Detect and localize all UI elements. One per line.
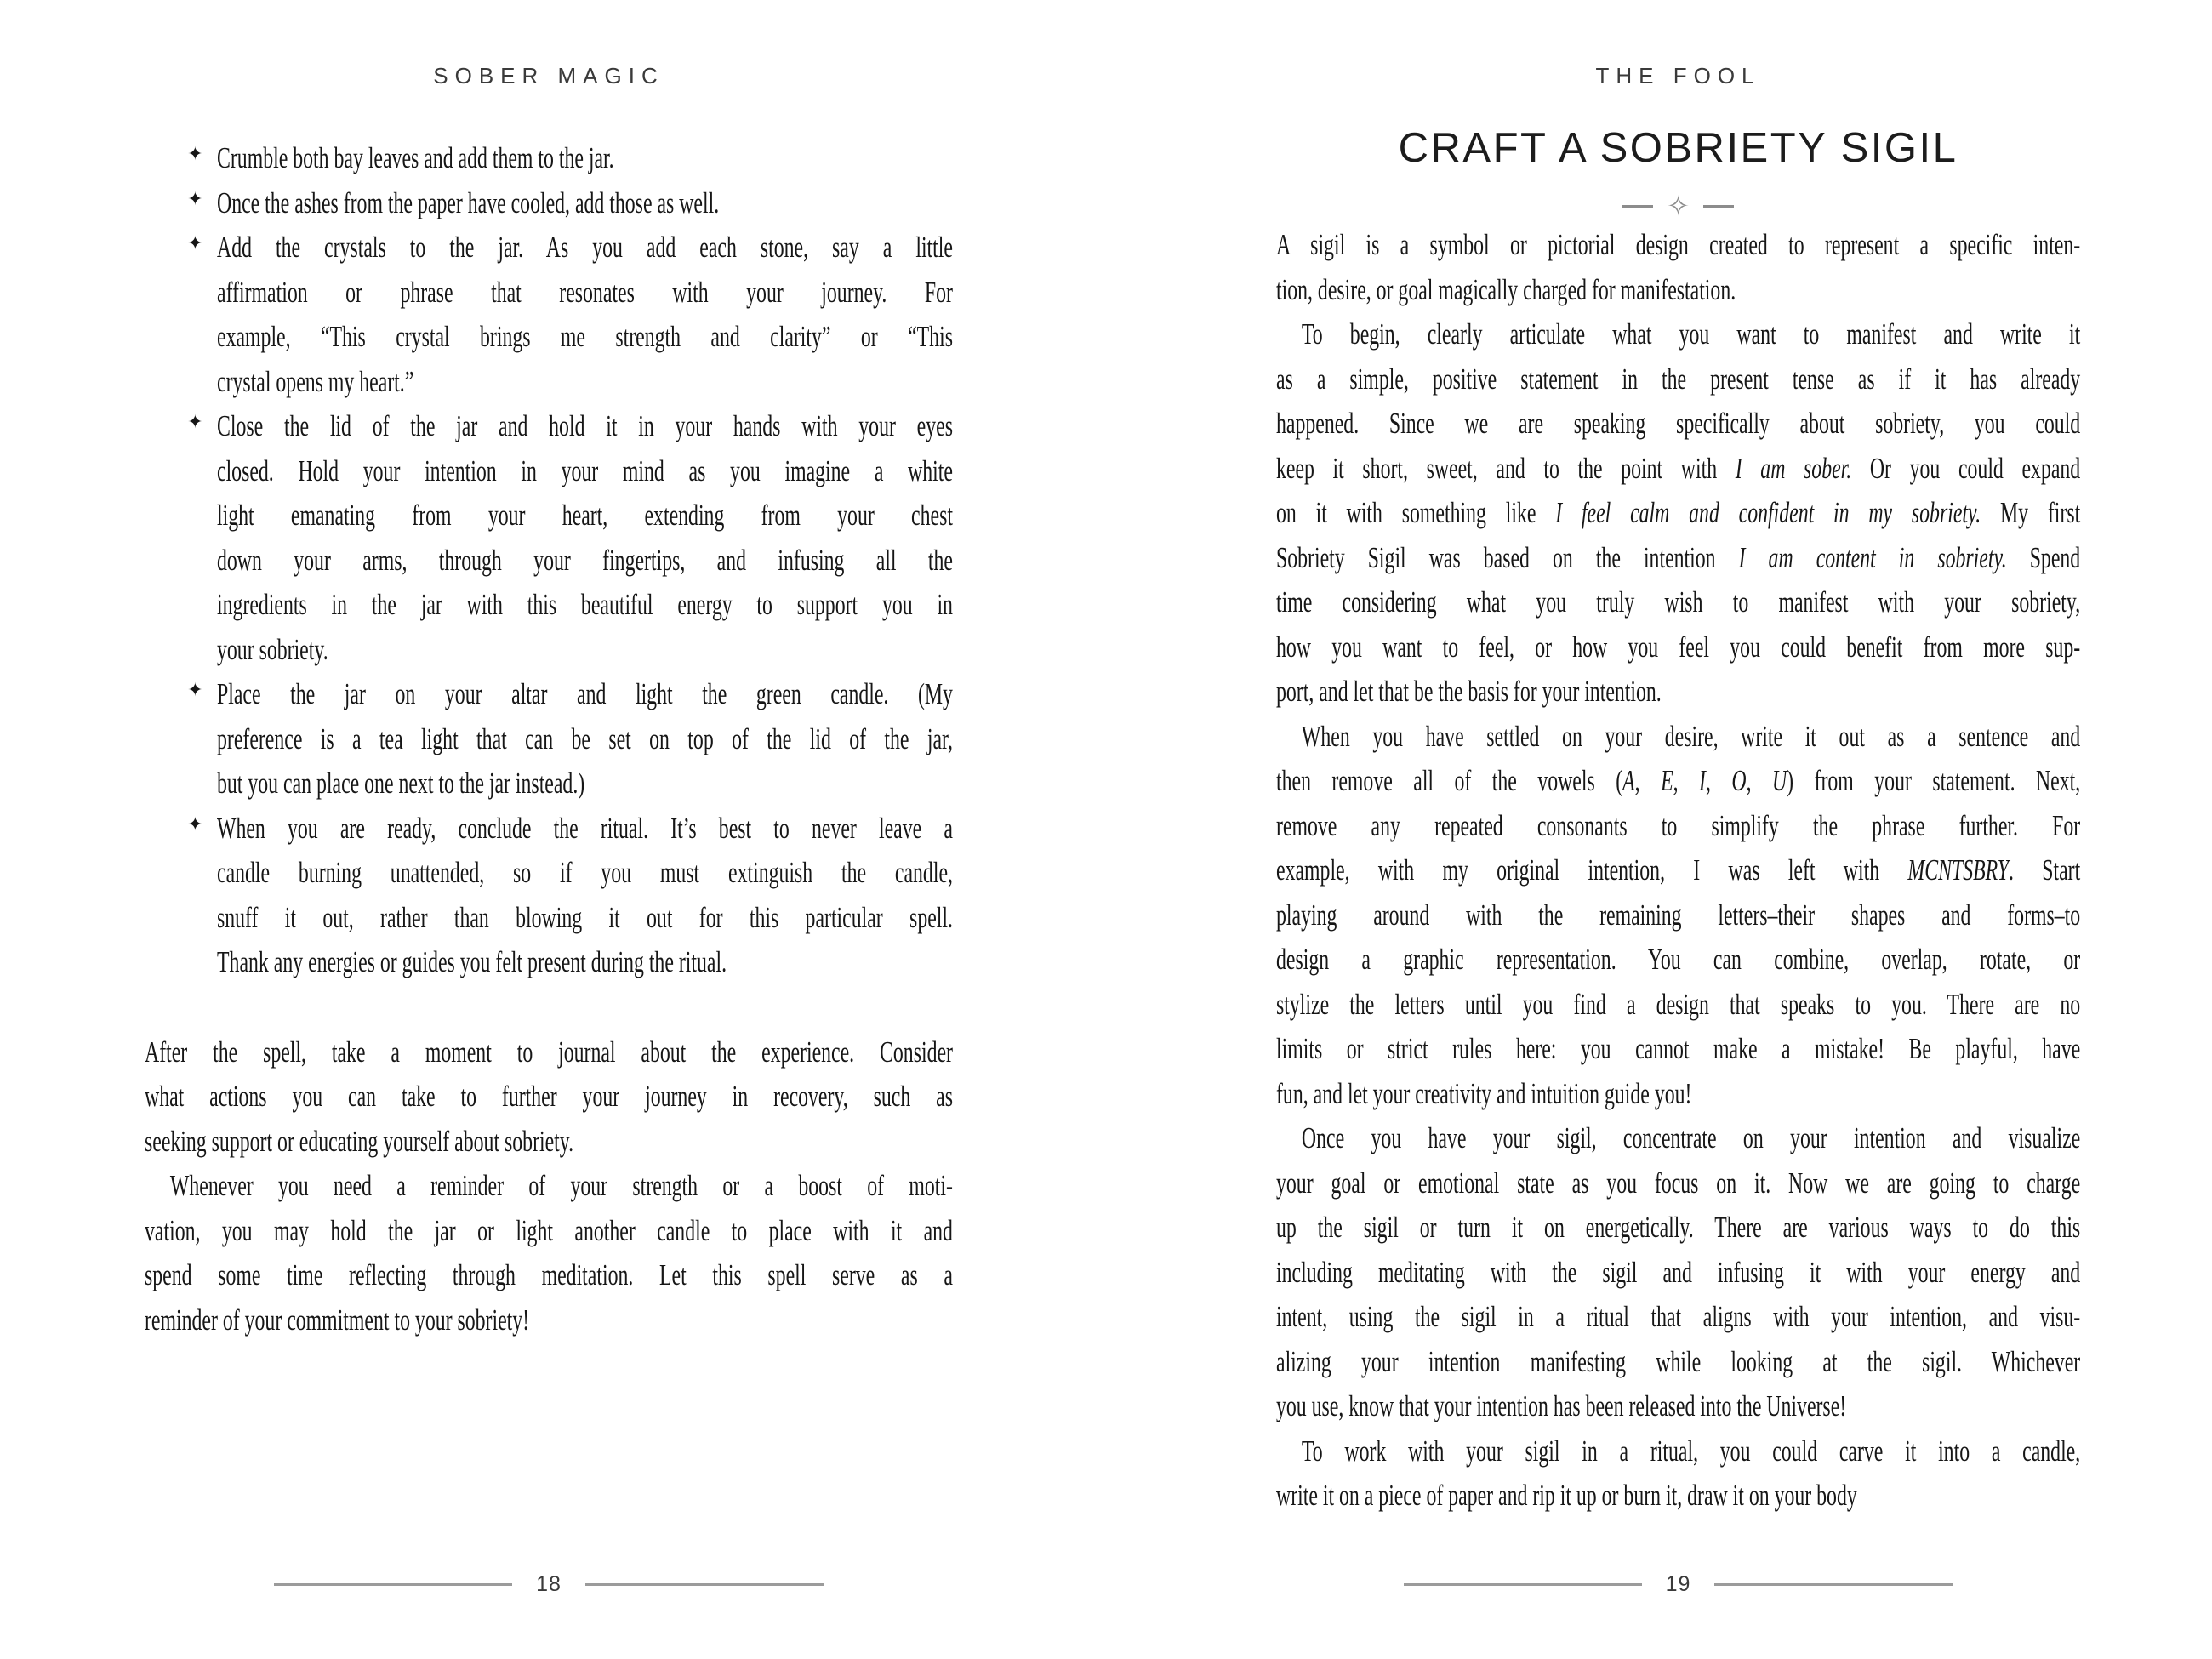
text-line: intent, using the sigil in a ritual that aligns with your intention, and visu- xyxy=(1276,1300,2081,1333)
right-page-number: 19 xyxy=(1665,1571,1691,1596)
divider-dash-left xyxy=(1622,205,1653,208)
paragraph xyxy=(1276,715,2080,1117)
text-line: happened. Since we are speaking specifically about sobriety, you could xyxy=(1276,407,2081,440)
text-line: ingredients in the jar with this beautiful energy to support you in xyxy=(217,588,953,621)
text-line: your goal or emotional state as you focus on it. Now we are going to charge xyxy=(1276,1166,2081,1200)
right-page-body xyxy=(1276,223,2080,1519)
text-line: as a simple, positive statement in the present tense as if it has already xyxy=(1276,362,2081,396)
paragraph xyxy=(1276,1429,2080,1519)
paragraph xyxy=(1276,1116,2080,1429)
text-line: limits or strict rules here: you cannot make a mistake! Be playful, have xyxy=(1276,1032,2081,1065)
text-line: time considering what you truly wish to manifest with your sobriety, xyxy=(1276,585,2081,619)
text-line: port, and let that be the basis for your intention. xyxy=(1276,675,1662,708)
ritual-step-item xyxy=(145,672,953,807)
text-line: playing around with the remaining letters–their shapes and forms–to xyxy=(1276,898,2081,932)
sparkle-bullet-icon: ✦ xyxy=(187,412,203,433)
ritual-step-item xyxy=(145,181,953,226)
text-line: Crumble both bay leaves and add them to the jar. xyxy=(217,141,614,174)
text-line: closed. Hold your intention in your mind as you imagine a white xyxy=(217,453,953,487)
text-line: up the sigil or turn it on energetically. There are various ways to do this xyxy=(1276,1211,2081,1244)
text-line: Once you have your sigil, concentrate on your intention and visualize xyxy=(1301,1121,2081,1154)
text-line: candle burning unattended, so if you must extinguish the candle, xyxy=(217,856,953,889)
footer-rule-left xyxy=(274,1583,512,1586)
four-pointed-star-icon: ✧ xyxy=(1667,190,1690,222)
left-page-body xyxy=(145,136,953,1343)
text-line: example, with my original intention, I was left with MCNTSBRY. Start xyxy=(1276,853,2081,887)
right-page-footer xyxy=(1276,1570,2080,1599)
sparkle-bullet-icon: ✦ xyxy=(187,144,203,165)
text-line: Add the crystals to the jar. As you add each stone, say a little xyxy=(217,231,953,264)
ritual-steps-list xyxy=(145,136,953,985)
text-line: Close the lid of the jar and hold it in your hands with your eyes xyxy=(217,409,953,442)
text-line: what actions you can take to further your journey in recovery, such as xyxy=(145,1080,953,1113)
text-line: After the spell, take a moment to journal about the experience. Consider xyxy=(145,1035,953,1069)
text-line: example, “This crystal brings me strength and clarity” or “This xyxy=(217,320,953,353)
text-line: Sobriety Sigil was based on the intention I am content in sobriety. Spend xyxy=(1276,540,2081,574)
text-line: reminder of your commitment to your sobriety! xyxy=(145,1303,530,1337)
left-page-paragraphs xyxy=(145,1030,953,1343)
right-page-paragraphs xyxy=(1276,223,2080,1519)
sparkle-bullet-icon: ✦ xyxy=(187,680,203,701)
sparkle-bullet-icon: ✦ xyxy=(187,813,203,835)
ritual-step-item xyxy=(145,807,953,985)
text-line: To work with your sigil in a ritual, you could carve it into a candle, xyxy=(1301,1434,2081,1468)
text-line: fun, and let your creativity and intuition guide you! xyxy=(1276,1076,1692,1110)
left-page-number: 18 xyxy=(536,1571,562,1596)
text-line: Thank any energies or guides you felt present during the ritual. xyxy=(217,945,727,978)
text-line: down your arms, through your fingertips, and infusing all the xyxy=(217,543,953,577)
right-page xyxy=(1276,0,2080,1659)
text-line: When you have settled on your desire, write it out as a sentence and xyxy=(1301,719,2081,753)
left-page-footer xyxy=(145,1570,953,1599)
paragraph xyxy=(1276,223,2080,312)
footer-rule-left xyxy=(1404,1583,1642,1586)
text-line: your sobriety. xyxy=(217,632,328,666)
text-line: Place the jar on your altar and light the green candle. (My xyxy=(217,677,953,710)
text-line: light emanating from your heart, extending from your chest xyxy=(217,499,953,532)
text-line: vation, you may hold the jar or light another candle to place with it and xyxy=(145,1213,953,1247)
ritual-step-item xyxy=(145,225,953,404)
text-line: on it with something like I feel calm and confident in my sobriety. My first xyxy=(1276,496,2081,529)
text-line: tion, desire, or goal magically charged for manifestation. xyxy=(1276,272,1736,306)
paragraph xyxy=(1276,312,2080,715)
text-line: To begin, clearly articulate what you want to manifest and write it xyxy=(1301,317,2081,351)
text-line: you use, know that your intention has been released into the Universe! xyxy=(1276,1389,1847,1422)
sparkle-bullet-icon: ✦ xyxy=(187,233,203,254)
text-line: alizing your intention manifesting while looking at the sigil. Whichever xyxy=(1276,1344,2081,1378)
text-line: design a graphic representation. You can combine, overlap, rotate, or xyxy=(1276,943,2081,976)
text-line: spend some time reflecting through meditation. Let this spell serve as a xyxy=(145,1258,953,1291)
text-line: but you can place one next to the jar instead.) xyxy=(217,767,585,800)
left-running-head: SOBER MAGIC xyxy=(433,63,664,88)
footer-rule-right xyxy=(585,1583,824,1586)
sparkle-bullet-icon: ✦ xyxy=(187,188,203,210)
text-line: preference is a tea light that can be set on top of the lid of the jar, xyxy=(217,721,953,755)
text-line: snuff it out, rather than blowing it out for this particular spell. xyxy=(217,900,953,934)
ritual-step-item xyxy=(145,136,953,181)
text-line: Whenever you need a reminder of your strength or a boost of moti- xyxy=(169,1169,953,1202)
chapter-title: CRAFT A SOBRIETY SIGIL xyxy=(1398,125,1958,171)
text-line: how you want to feel, or how you feel you could benefit from more sup- xyxy=(1276,630,2081,664)
paragraph xyxy=(145,1164,953,1343)
text-line: A sigil is a symbol or pictorial design created to represent a specific inten- xyxy=(1276,228,2081,261)
text-line: keep it short, sweet, and to the point with I am sober. Or you could expand xyxy=(1276,451,2081,485)
text-line: When you are ready, conclude the ritual. It’s best to never leave a xyxy=(217,811,953,845)
text-line: affirmation or phrase that resonates with your journey. For xyxy=(217,275,953,309)
text-line: remove any repeated consonants to simplify the phrase further. For xyxy=(1276,808,2081,842)
left-page xyxy=(145,0,953,1659)
text-line: including meditating with the sigil and infusing it with your energy and xyxy=(1276,1255,2081,1289)
text-line: seeking support or educating yourself about sobriety. xyxy=(145,1124,574,1158)
right-running-head: THE FOOL xyxy=(1595,63,1761,88)
text-line: stylize the letters until you find a design that speaks to you. There are no xyxy=(1276,987,2081,1021)
text-line: write it on a piece of paper and rip it up or burn it, draw it on your body xyxy=(1276,1479,1857,1512)
ritual-step-item xyxy=(145,404,953,672)
divider-dash-right xyxy=(1703,205,1734,208)
footer-rule-right xyxy=(1714,1583,1953,1586)
paragraph xyxy=(145,1030,953,1165)
text-line: crystal opens my heart.” xyxy=(217,364,414,398)
text-line: then remove all of the vowels (A, E, I, O, U) from your statement. Next, xyxy=(1276,764,2081,797)
section-divider xyxy=(1276,190,2080,222)
text-line: Once the ashes from the paper have cooled, add those as well. xyxy=(217,185,720,219)
